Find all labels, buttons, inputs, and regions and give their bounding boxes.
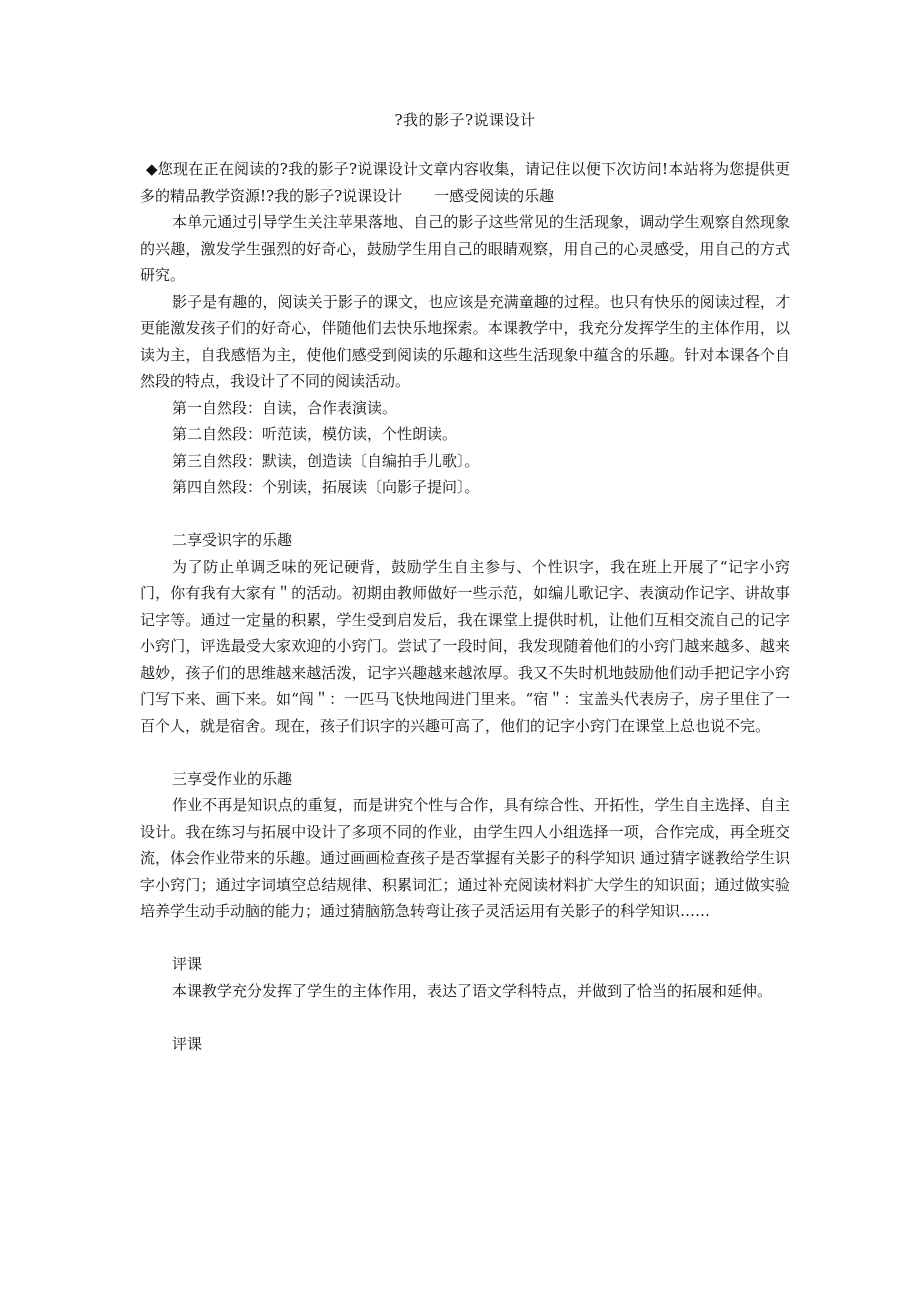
document-title: ?我的影子?说课设计 (394, 111, 536, 129)
section2-paragraph-1: 为了防止单调乏味的死记硬背，鼓励学生自主参与、个性识字，我在班上开展了“记字小窍门，你有我有大家有＂的活动。初期由教师做好一些示范，如编儿歌记字、表演动作记字、讲故事记字等。通过一定量的积累，学生受到启发后，我在课堂上提供时机，让他们互相交流自己的记字小窍门，评选最受大家欢迎的小窍门。尝试了一段时间，我发现随着他们的小窍门越来越多、越来越妙，孩子们的思维越来越活泼，记字兴趣越来越浓厚。我又不失时机地鼓励他们动手把记字小窍门写下来、画下来。如“闯＂：一匹马飞快地闯进门里来。“宿＂：宝盖头代表房子，房子里住了一百个人，就是宿舍。现在，孩子们识字的兴趣可高了，他们的记字小窍门在课堂上总也说不完。 (140, 557, 790, 735)
section1-paragraph-2: 影子是有趣的，阅读关于影子的课文，也应该是充满童趣的过程。也只有快乐的阅读过程，才更能激发孩子们的好奇心，伴随他们去快乐地探索。本课教学中，我充分发挥学生的主体作用，以读为主，自我感悟为主，使他们感受到阅读的乐趣和这些生活现象中蕴含的乐趣。针对本课各个自然段的特点，我设计了不同的阅读活动。 (140, 292, 790, 390)
review2-heading: 评课 (172, 1034, 203, 1053)
section1-title: 一感受阅读的乐趣 (434, 186, 555, 205)
section2-heading: 二享受识字的乐趣 (172, 531, 293, 549)
spacer (140, 1004, 790, 1031)
review1-paragraph: 本课教学充分发挥了学生的主体作用，表达了语文学科特点，并做到了恰当的拓展和延伸。 (172, 981, 773, 1000)
intro-paragraph (140, 156, 790, 209)
section1-paragraph-5: 第三自然段：默读，创造读〔自编拍手儿歌〕。 (172, 451, 480, 470)
section1-paragraph-3: 第一自然段：自读，合作表演读。 (172, 398, 398, 417)
section1-paragraph-1: 本单元通过引导学生关注苹果落地、自己的影子这些常见的生活现象，调动学生观察自然现象的兴趣，激发学生强烈的好奇心，鼓励学生用自己的眼睛观察，用自己的心灵感受，用自己的方式研究。 (140, 213, 790, 284)
spacer (140, 925, 790, 952)
review1-heading: 评课 (172, 955, 203, 973)
spacer (140, 501, 790, 528)
section1-paragraph-6: 第四自然段：个别读，拓展读〔向影子提问〕。 (172, 478, 480, 496)
section3-paragraph-1: 作业不再是知识点的重复，而是讲究个性与合作，具有综合性、开拓性，学生自主选择、自主设计。我在练习与拓展中设计了多项不同的作业，由学生四人小组选择一项，合作完成，再全班交流，体会作业带来的乐趣。通过画画检查孩子是否掌握有关影子的科学知识 通过猜字谜教给学生识字小窍门；通过字词填空总结规律、积累词汇；通过补充阅读材料扩大学生的知识面；通过做实验培养学生动手动脑的能力；通过猜脑筋急转弯让孩子灵活运用有关影子的科学知识…… (140, 796, 790, 920)
spacer (140, 739, 790, 766)
section3-heading: 三享受作业的乐趣 (172, 769, 293, 788)
intro-text: ◆您现在正在阅读的?我的影子?说课设计文章内容收集，请记住以便下次访问!本站将为您提供更多的精品教学资源!?我的影子?说课设计 (140, 160, 790, 205)
document-page (140, 110, 790, 1057)
section1-paragraph-4: 第二自然段：听范读，模仿读，个性朗读。 (172, 425, 458, 443)
